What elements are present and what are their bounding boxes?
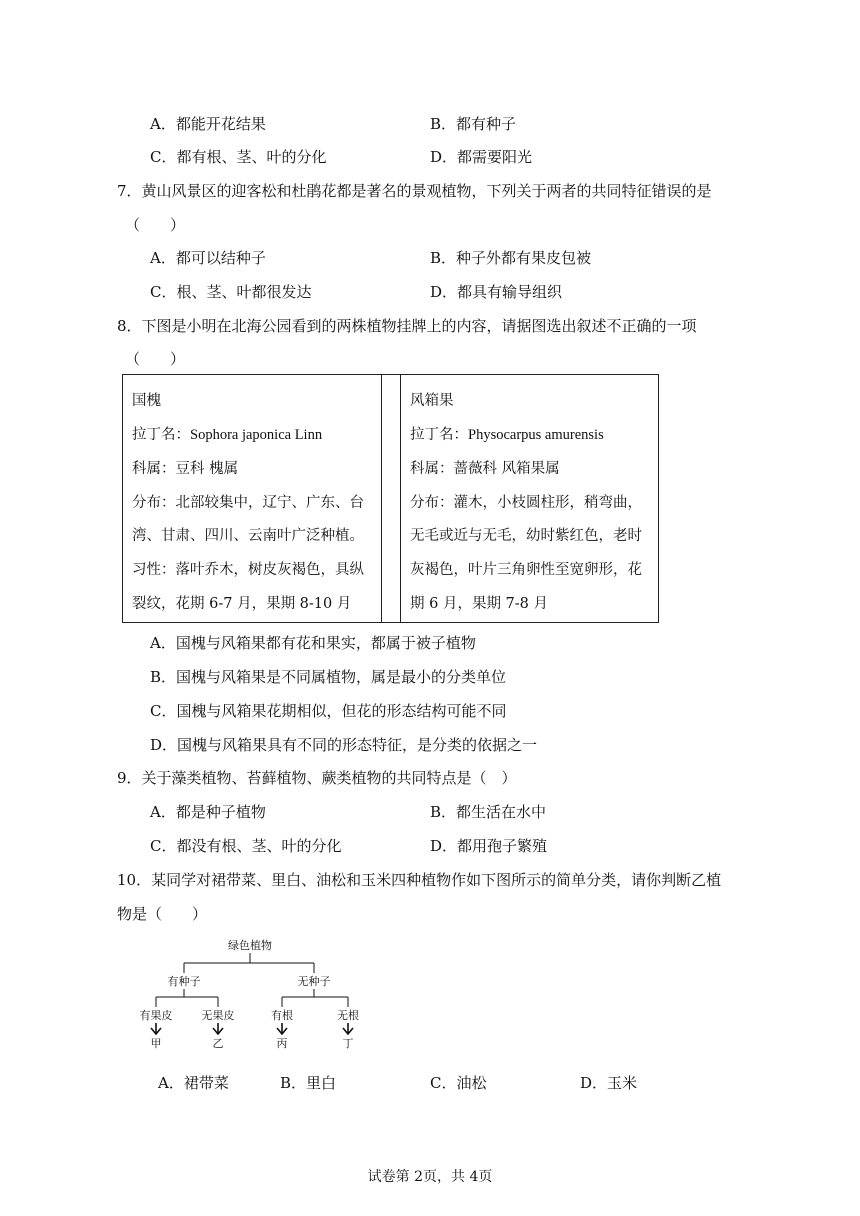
card-right-line-2: 无毛或近与无毛，幼时紫红色，老时: [410, 528, 642, 544]
card-left-line-1: 分布：北部较集中，辽宁、广东、台: [132, 495, 364, 511]
tree-no-seed: 无种子: [297, 975, 331, 988]
card-left-latin-value: Sophora japonica Linn: [190, 427, 323, 443]
card-left-family: 科属：豆科 槐属: [132, 461, 239, 477]
tree-has-root: 有根: [271, 1009, 293, 1022]
tree-no-pericarp: 无果皮: [201, 1009, 235, 1022]
q10-option-c: C．油松: [430, 1074, 487, 1092]
card-right-latin: [410, 423, 604, 444]
card-guohuai: [123, 375, 382, 622]
tree-leaf-ding: 丁: [342, 1037, 354, 1050]
page-footer: 试卷第 2页，共 4页: [367, 1169, 493, 1185]
card-right-name: 风箱果: [410, 393, 454, 409]
card-right-latin-label: 拉丁名：: [410, 427, 468, 443]
card-fengxiangguo: [400, 375, 658, 622]
q7-paren: （ ）: [125, 216, 186, 234]
q10-option-d: D．玉米: [580, 1074, 638, 1092]
card-right-family: 科属：蔷薇科 风箱果属: [410, 461, 560, 477]
q9-stem: 9．关于藻类植物、苔藓植物、蕨类植物的共同特点是（ ）: [117, 769, 517, 787]
card-right-latin-value: Physocarpus amurensis: [468, 427, 604, 443]
card-left-latin: [132, 423, 322, 444]
tree-leaf-jia: 甲: [150, 1037, 162, 1050]
card-left-name: 国槐: [132, 393, 161, 409]
card-left-latin-label: 拉丁名：: [132, 427, 190, 443]
q9-option-a: A．都是种子植物: [150, 803, 266, 821]
tree-leaf-bing: 丙: [276, 1037, 288, 1050]
q10-stem: 10．某同学对裙带菜、里白、油松和玉米四种植物作如下图所示的简单分类，请你判断乙植: [117, 871, 722, 889]
tree-has-pericarp: 有果皮: [139, 1009, 173, 1022]
q6-option-d: D．都需要阳光: [430, 148, 533, 166]
q8-option-d: D．国槐与风箱果具有不同的形态特征，是分类的依据之一: [150, 736, 538, 754]
q8-option-b: B．国槐与风箱果是不同属植物，属是最小的分类单位: [150, 668, 507, 686]
card-right-line-3: 灰褐色，叶片三角卵性至宽卵形，花: [410, 562, 642, 578]
q10-stem-cont: 物是（ ）: [117, 905, 208, 923]
q8-stem: 8．下图是小明在北海公园看到的两株植物挂牌上的内容，请据图选出叙述不正确的一项: [117, 317, 697, 335]
tree-root: 绿色植物: [228, 939, 272, 952]
q7-stem: 7．黄山风景区的迎客松和杜鹃花都是著名的景观植物，下列关于两者的共同特征错误的是: [117, 182, 712, 200]
tree-leaf-yi: 乙: [212, 1037, 224, 1050]
tree-no-root: 无根: [337, 1009, 359, 1022]
q8-option-c: C．国槐与风箱果花期相似，但花的形态结构可能不同: [150, 702, 507, 720]
q8-option-a: A．国槐与风箱果都有花和果实，都属于被子植物: [150, 634, 476, 652]
q6-option-a: A．都能开花结果: [150, 115, 266, 133]
q7-option-d: D．都具有输导组织: [430, 283, 563, 301]
q10-option-b: B．里白: [280, 1074, 337, 1092]
tree-has-seed: 有种子: [167, 975, 201, 988]
card-left-line-4: 裂纹，花期 6-7 月，果期 8-10 月: [132, 596, 352, 612]
q7-option-b: B．种子外都有果皮包被: [430, 249, 592, 267]
classification-tree-diagram: [128, 935, 388, 1055]
card-right-line-4: 期 6 月，果期 7-8 月: [410, 596, 549, 612]
card-left-line-2: 湾、甘肃、四川、云南叶广泛种植。: [132, 528, 364, 544]
q7-option-a: A．都可以结种子: [150, 249, 266, 267]
card-right-line-1: 分布：灌木，小枝圆柱形，稍弯曲，: [410, 495, 642, 511]
q6-option-c: C．都有根、茎、叶的分化: [150, 148, 327, 166]
plant-label-cards: [122, 374, 659, 623]
q8-paren: （ ）: [125, 350, 186, 368]
q9-option-d: D．都用孢子繁殖: [430, 837, 548, 855]
q6-option-b: B．都有种子: [430, 115, 517, 133]
q7-option-c: C．根、茎、叶都很发达: [150, 283, 312, 301]
q10-option-a: A．裙带菜: [158, 1074, 229, 1092]
q9-option-b: B．都生活在水中: [430, 803, 547, 821]
q9-option-c: C．都没有根、茎、叶的分化: [150, 837, 342, 855]
card-left-line-3: 习性：落叶乔木，树皮灰褐色，具纵: [132, 562, 364, 578]
